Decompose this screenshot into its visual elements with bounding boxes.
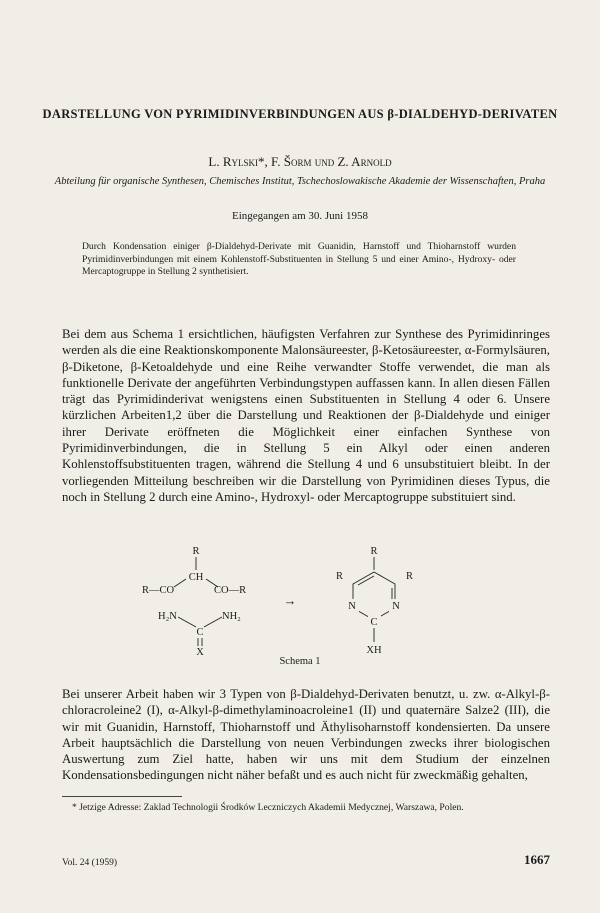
page-number: 1667 (524, 852, 550, 867)
paragraph-2: Bei unserer Arbeit haben wir 3 Typen von β-Dialdehyd-Derivaten benutzt, u. zw. α-Alkyl-β-chloracroleine2 (I), α-Alkyl-β-dimethylaminoacroleine1 (II) und quaternäre Salze2 (III), die wir mit Guanidin, Harnstoff, Thioharnstoff und Äthylisoharnstoff kondensierten. Da unsere Arbeit hauptsächlich die Darstellung von neuen Verbindungen zwecks ihrer biologischen Auswertung zum Ziel hatte, haben wir uns mit dem Studium der einzelnen Kondensationsbedingungen nicht näher befaßt und es auch nicht für zweckmäßig gehalten, (62, 687, 550, 783)
scheme-caption: Schema 1 (279, 656, 321, 667)
paper-title: DARSTELLUNG VON PYRIMIDINVERBINDUNGEN AUS β-DIALDEHYD-DERIVATEN (42, 107, 558, 121)
right-r-top: R (370, 546, 378, 557)
received-date: Eingegangen am 30. Juni 1958 (232, 210, 368, 222)
right-c2: C (370, 617, 378, 628)
left-ch: CH (188, 572, 204, 583)
volume-info: Vol. 24 (1959) (62, 858, 117, 868)
left-x: X (196, 647, 204, 655)
left-r-top: R (192, 546, 200, 557)
footnote-rule (62, 796, 182, 797)
left-h2n: H₂N (158, 611, 177, 622)
right-r-left: R (336, 571, 344, 582)
authors (30, 154, 570, 170)
right-r-right: R (406, 571, 414, 582)
right-n-left: N (348, 601, 356, 612)
affiliation: Abteilung für organische Synthesen, Chemisches Institut, Tschechoslowakische Akademie der Wissenschaften, Praha (54, 176, 546, 187)
left-r-co: R—CO (142, 585, 175, 596)
reaction-scheme (130, 543, 460, 655)
right-xh: XH (366, 645, 382, 655)
left-nh2: NH₂ (222, 611, 241, 622)
abstract: Durch Kondensation einiger β-Dialdehyd-Derivate mit Guanidin, Harnstoff und Thioharnstoff wurden Pyrimidinverbindungen mit einem Kohlenstoff-Substituenten in Stellung 5 und einer Amino-, Hydroxy- oder Mercaptogruppe in Stellung 2 synthetisiert. (82, 241, 516, 277)
left-co-r: CO—R (214, 585, 247, 596)
paragraph-1: Bei dem aus Schema 1 ersichtlichen, häufigsten Verfahren zur Synthese des Pyrimidinringes werden als die eine Reaktionskomponente Malonsäureester, β-Ketosäureester, α-Formylsäuren, β-Diketone, β-Ketoaldehyde und eine Reihe verwandter Stoffe verwendet, die man als funktionelle Derivate der angeführten Verbindungstypen auffassen kann. In allen diesen Fällen trägt das Pyrimidinderivat wenigstens einen Substituenten in Stellung 4 oder 6. Unsere kürzlichen Arbeiten1,2 über die Darstellung und Reaktionen der β-Dialdehyde und einiger ihrer Derivate eröffneten die Möglichkeit einer einfachen Synthese von Pyrimidinverbindungen, die in Stellung 5 ein Alkyl oder einen anderen Kohlenstoffsubstituenten tragen, während die Stellung 4 und 6 unsubstituiert bleibt. In der vorliegenden Mitteilung beschreiben wir die Darstellung von Pyrimidinen dieses Typus, die noch in Stellung 2 durch eine Amino-, Hydroxyl- oder Mercaptogruppe substituiert sind. (62, 327, 550, 504)
left-c: C (196, 627, 204, 638)
right-n-right: N (392, 601, 400, 612)
footnote: * Jetzige Adresse: Zaklad Technologii Środków Leczniczych Akademii Medycznej, Warszawa, Polen. (72, 802, 464, 813)
reaction-arrow: → (283, 593, 297, 608)
author-list: L. Rylski*, F. Šorm und Z. Arnold (208, 154, 392, 169)
